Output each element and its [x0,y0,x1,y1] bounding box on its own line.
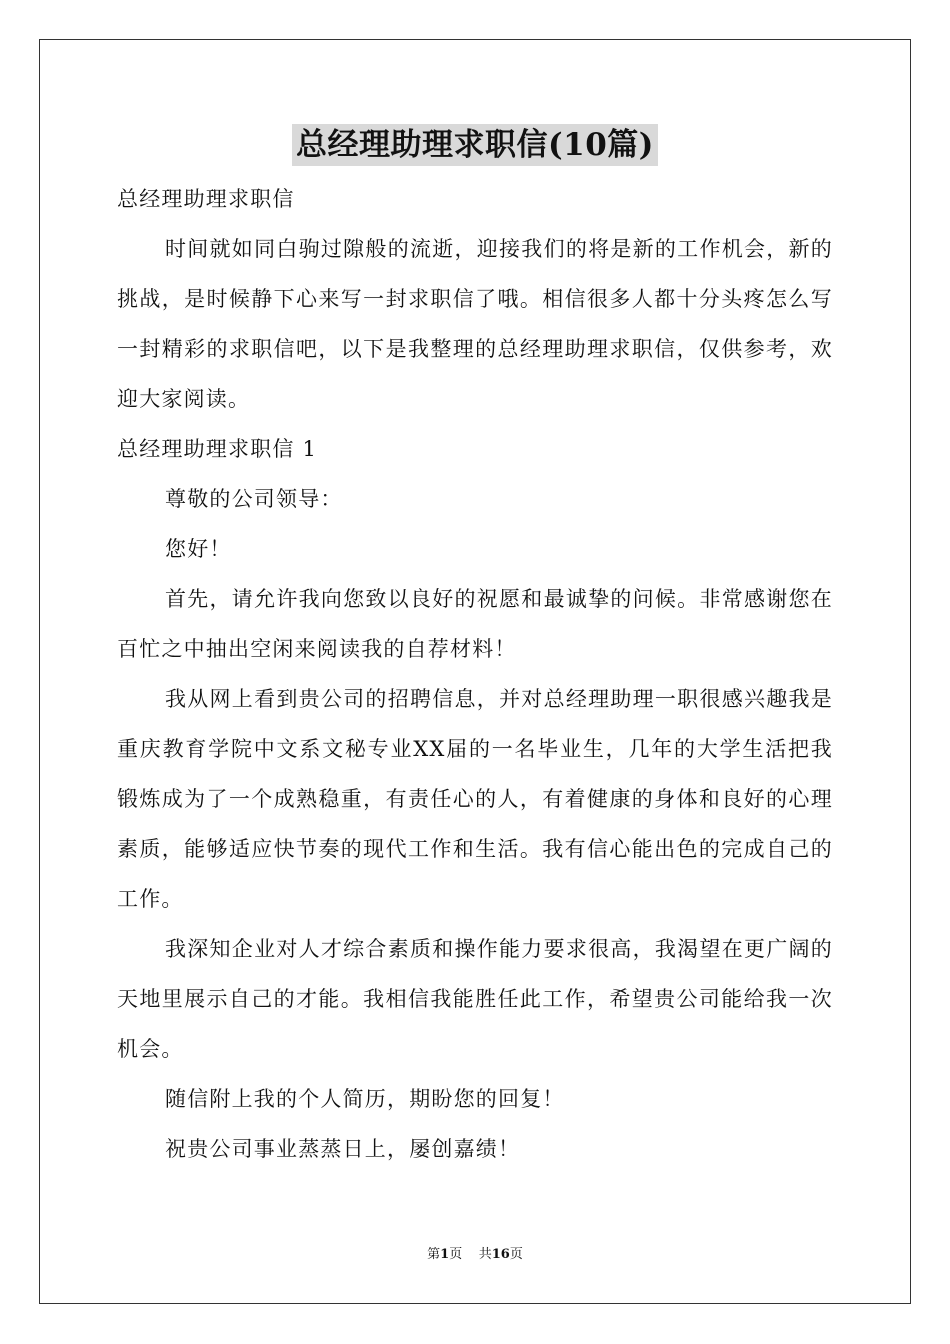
salutation: 尊敬的公司领导： [165,487,343,511]
closing: 祝贵公司事业蒸蒸日上，屡创嘉绩！ [165,1137,521,1161]
paragraph: 我深知企业对人才综合素质和操作能力要求很高，我渴望在更广阔的天地里展示自己的才能。我相信我能胜任此工作，希望贵公司能给我一次机会。 [117,937,833,1061]
page-number: 第1页 [427,1247,463,1262]
section-heading: 总经理助理求职信 1 [117,437,318,461]
paragraph: 首先，请允许我向您致以良好的祝愿和最诚挚的问候。非常感谢您在百忙之中抽出空闲来阅读我的自荐材料！ [117,587,833,661]
paragraph: 时间就如同白驹过隙般的流逝，迎接我们的将是新的工作机会，新的挑战，是时候静下心来写一封求职信了哦。相信很多人都十分头疼怎么写一封精彩的求职信吧，以下是我整理的总经理助理求职信，仅供参考，欢迎大家阅读。 [117,237,833,411]
paragraph: 随信附上我的个人简历，期盼您的回复！ [165,1087,565,1111]
paragraph: 总经理助理求职信 [117,187,295,211]
page-total: 共16页 [478,1247,523,1262]
title-container [0,124,950,166]
document-title: 总经理助理求职信(10篇) [292,124,658,166]
page-footer [0,1246,950,1264]
document-body [117,174,833,1174]
greeting: 您好！ [165,537,232,561]
paragraph: 我从网上看到贵公司的招聘信息，并对总经理助理一职很感兴趣我是重庆教育学院中文系文秘专业XX届的一名毕业生，几年的大学生活把我锻炼成为了一个成熟稳重，有责任心的人，有着健康的身体和良好的心理素质，能够适应快节奏的现代工作和生活。我有信心能出色的完成自己的工作。 [117,687,833,911]
